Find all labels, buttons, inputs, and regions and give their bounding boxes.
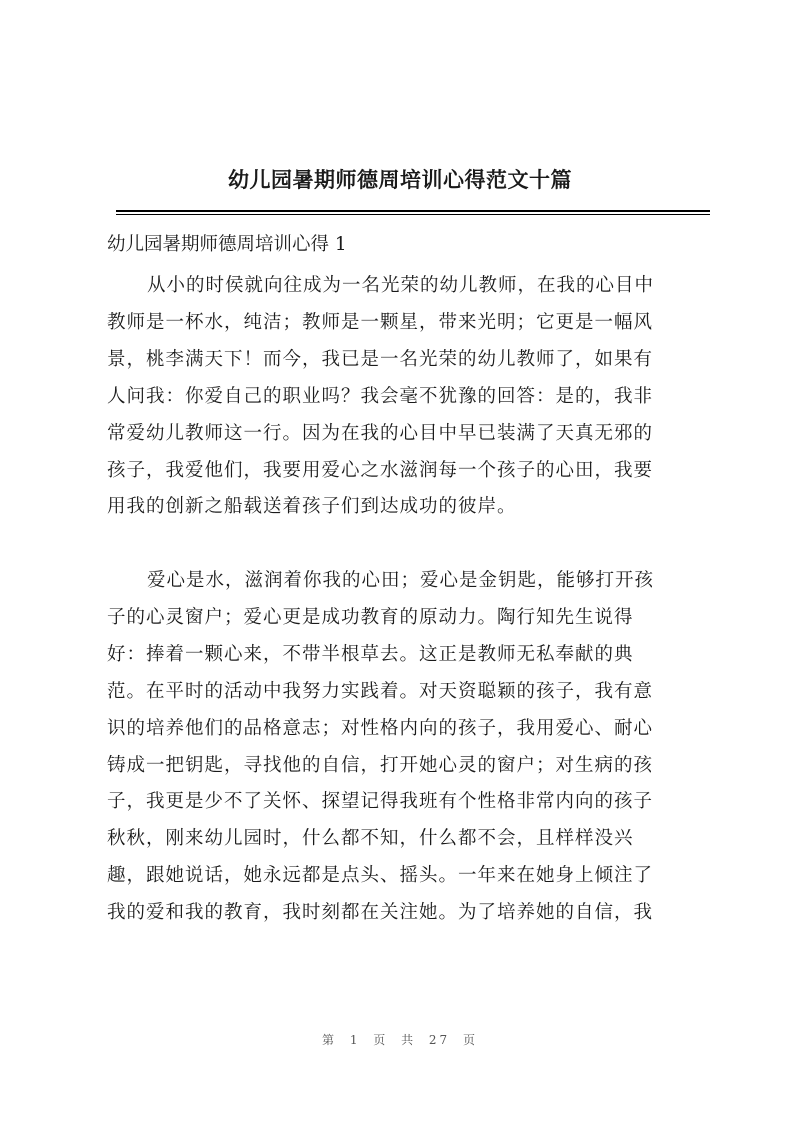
paragraph-line: 人问我：你爱自己的职业吗？我会毫不犹豫的回答：是的，我非 [107,385,654,407]
paragraph-line: 景，桃李满天下！而今，我已是一名光荣的幼儿教师了，如果有 [107,348,654,370]
paragraph-line: 好：捧着一颗心来，不带半根草去。这正是教师无私奉献的典 [107,643,634,665]
page-number: 第 1 页 共 27 页 [322,1033,478,1047]
title-rule-thick [116,210,710,212]
paragraph-line: 范。在平时的活动中我努力实践着。对天资聪颖的孩子，我有意 [107,680,654,702]
paragraph-line: 用我的创新之船载送着孩子们到达成功的彼岸。 [107,496,517,518]
paragraph [107,563,709,932]
paragraph-line: 子的心灵窗户；爱心更是成功教育的原动力。陶行知先生说得 [107,606,634,628]
paragraph-line: 从小的时侯就向往成为一名光荣的幼儿教师，在我的心目中 [147,275,655,296]
paragraph [107,268,709,526]
paragraph-line: 常爱幼儿教师这一行。因为在我的心目中早已装满了天真无邪的 [107,422,654,444]
section-title: 幼儿园暑期师德周培训心得 1 [107,234,347,255]
paragraph-line: 识的培养他们的品格意志；对性格内向的孩子，我用爱心、耐心 [107,717,654,739]
paragraph-line: 教师是一杯水，纯洁；教师是一颗星，带来光明；它更是一幅风 [107,311,654,333]
paragraph-line: 秋秋，刚来幼儿园时，什么都不知，什么都不会，且样样没兴 [107,828,634,850]
paragraph-line: 趣，跟她说话，她永远都是点头、摇头。一年来在她身上倾注了 [107,865,654,887]
title-rule-thin [116,214,710,215]
paragraph-line: 我的爱和我的教育，我时刻都在关注她。为了培养她的自信，我 [107,902,654,924]
document-title: 幼儿园暑期师德周培训心得范文十篇 [228,167,572,192]
paragraph-line: 铸成一把钥匙，寻找他的自信，打开她心灵的窗户；对生病的孩 [107,754,654,776]
paragraph-line: 爱心是水，滋润着你我的心田；爱心是金钥匙，能够打开孩 [147,570,655,591]
paragraph-line: 孩子，我爱他们，我要用爱心之水滋润每一个孩子的心田，我要 [107,459,654,481]
paragraph-line: 子，我更是少不了关怀、探望记得我班有个性格非常内向的孩子 [107,791,654,813]
